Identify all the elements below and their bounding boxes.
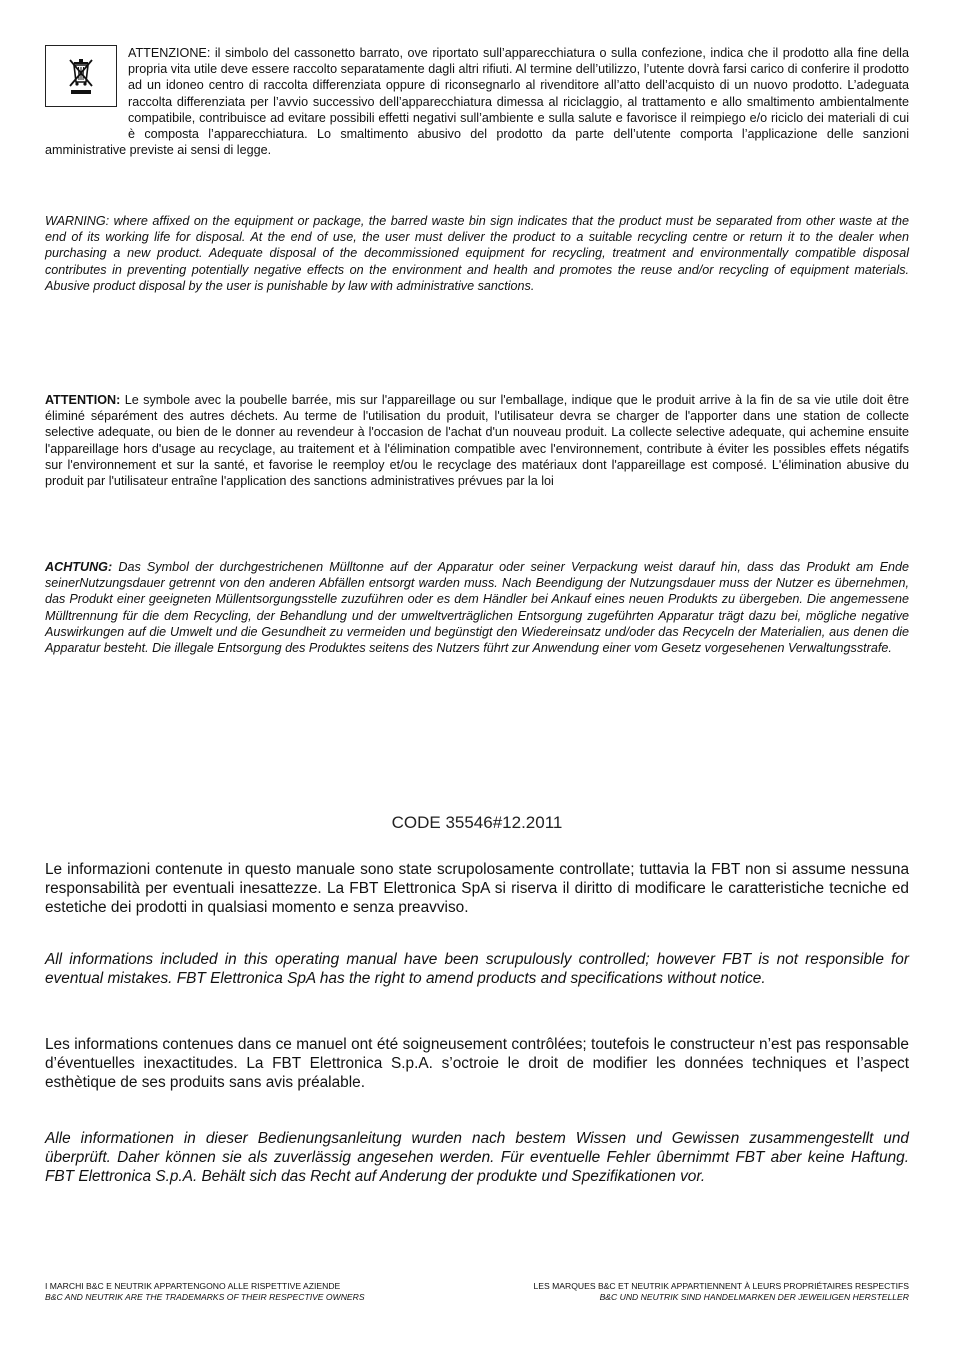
french-disclaimer: Les informations contenues dans ce manuel ont été soigneusement contrôlées; toutefois le constructeur n’est pas responsable d’éventuelles inexactitudes. La FBT Elettronica S.p.A. s’octroie le droit de modifier les données techniques et l’aspect esthètique de ses produits sans avis préalable.: [45, 1036, 909, 1091]
italian-weee-warning: [45, 45, 909, 158]
italian-disclaimer: Le informazioni contenute in questo manuale sono state scrupolosamente controllate; tuttavia la FBT non si assume nessuna responsabilità per eventuali inesattezze. La FBT Elettronica SpA si riserva il diritto di modificare le caratteristiche tecniche ed estetiche dei prodotti in qualsiasi momento e senza preavviso.: [45, 861, 909, 916]
icon-spacer: [45, 45, 128, 127]
french-weee-warning: [45, 392, 909, 489]
footer-english-trademark: B&C AND NEUTRIK ARE THE TRADEMARKS OF THEIR RESPECTIVE OWNERS: [45, 1292, 365, 1302]
english-disclaimer: All informations included in this operating manual have been scrupulously controlled; however FBT is not responsible for eventual mistakes. FBT Elettronica SpA has the right to amend products and specifications without notice.: [45, 951, 909, 987]
footer-italian-trademark: I MARCHI B&C E NEUTRIK APPARTENGONO ALLE RISPETTIVE AZIENDE: [45, 1281, 341, 1291]
german-disclaimer: Alle informationen in dieser Bedienungsanleitung wurden nach bestem Wissen und Gewissen zusammengestellt und überprüft. Daher können sie als zuverlässig angesehen werden. Für eventuelle Fehler ûbernimmt FBT aber keine Haftung. FBT Elettronica S.p.A. Behält sich das Recht auf Anderung der produkte und Spezifikationen vor.: [45, 1130, 909, 1185]
it-warning-label: ATTENZIONE:: [128, 46, 211, 60]
footer-german-trademark: B&C UND NEUTRIK SIND HANDELMARKEN DER JEWEILIGEN HERSTELLER: [599, 1292, 909, 1302]
fr-warning-text: Le symbole avec la poubelle barrée, mis sur l'appareillage ou sur l'emballage, indique que le produit arrive à la fin de sa vie utile doit être éliminé séparément des autres déchets. Au terme de l'utilisation du produit, l'utilisateur devra se charger de l'apporter dans une station de collecte selective adequate, ou bien de le donner au revendeur à l'occasion de l'achat d'un nouveau produit. La collecte selective adequate, qui achemine ensuite l'appareillage hors d'usage au recyclage, au traitement et à l'élimination compatible avec l'environnement, contribute à éviter les possibles effets négatifs sur l'environnement et sur la santé, et favorise le reemploy et/ou le recyclage des matériaux dont l'appareillage est composé. L'élimination abusive du produit par l'utilisateur entraîne l'application des sanctions administratives prévues par la loi: [45, 393, 909, 489]
en-warning-text: WARNING: where affixed on the equipment or package, the barred waste bin sign indicates that the product must be separated from other waste at the end of its working life for disposal. At the end of use, the user must deliver the product to a suitable recycling centre or return it to the dealer when purchasing a new product. Adequate disposal of the decommissioned equipment for recycling, treatment and environmentally compatible disposal contributes in preventing potentially negative effects on the environment and health and promotes the reuse and/or recycling of equipment materials. Abusive product disposal by the user is punishable by law with administrative sanctions.: [45, 214, 909, 293]
footer-french-trademark: LES MARQUES B&C ET NEUTRIK APPARTIENNENT À LEURS PROPRIÉTAIRES RESPECTIFS: [533, 1281, 909, 1291]
footer-trademarks-right: [533, 1281, 909, 1303]
footer-trademarks-left: [45, 1281, 365, 1303]
document-code: CODE 35546#12.2011: [391, 813, 563, 832]
german-weee-warning: [45, 559, 909, 656]
english-weee-warning: [45, 213, 909, 294]
it-warning-text: il simbolo del cassonetto barrato, ove riportato sull’apparecchiatura o sulla confezione, indica che il prodotto alla fine della propria vita utile deve essere raccolto separatamente dagli altri rifiuti. Al termine dell’utilizzo, l’utente dovrà farsi carico di conferire il prodotto ad un idoneo centro di raccolta differenziata oppure di riconsegnarlo al rivenditore all’atto dell’acquisto di un nuovo prodotto. L’adeguata raccolta differenziata per l’avvio successivo dell’apparecchiatura dimessa al riciclaggio, al trattamento e allo smaltimento ambientalmente compatibile, contribuisce ad evitare possibili effetti negativi sull’ambiente e sulla salute e favorisce il reimpiego e/o riciclo dei materiali di cui è composta l’apparecchiatura. Lo smaltimento abusivo del prodotto da parte dell’utente comporta l’applicazione delle sanzioni amministrative previste ai sensi di legge.: [45, 46, 909, 158]
de-warning-text: Das Symbol der durchgestrichenen Mülltonne auf der Apparatur oder seiner Verpackung weist darauf hin, dass das Produkt am Ende seinerNutzungsdauer getrennt von den anderen Abfällen entsorgt warden muss. Nach Beendigung der Nutzungsdauer muss der Nutzer es übernehmen, das Produkt einer geeigneten Müllentsorgungsstelle zuzuführen oder es dem Händler bei Ankauf eines neuen Produkts zu übergeben. Die angemessene Mülltrennung für die dem Recycling, der Behandlung und der umweltverträglichen Entsorgung zugeführten Apparatur trägt dazu bei, mögliche negative Auswirkungen auf die Umwelt und die Gesundheit zu vermeiden und begünstigt den Wiedereinsatz und/oder das Recyceln der Materialien, aus denen die Apparatur besteht. Die illegale Entsorgung des Produktes seitens des Nutzers führt zur Anwendung einer vom Gesetz vorgesehenen Verwaltungsstrafe.: [45, 560, 909, 656]
fr-warning-label: ATTENTION:: [45, 393, 121, 407]
de-warning-label: ACHTUNG:: [45, 560, 113, 574]
